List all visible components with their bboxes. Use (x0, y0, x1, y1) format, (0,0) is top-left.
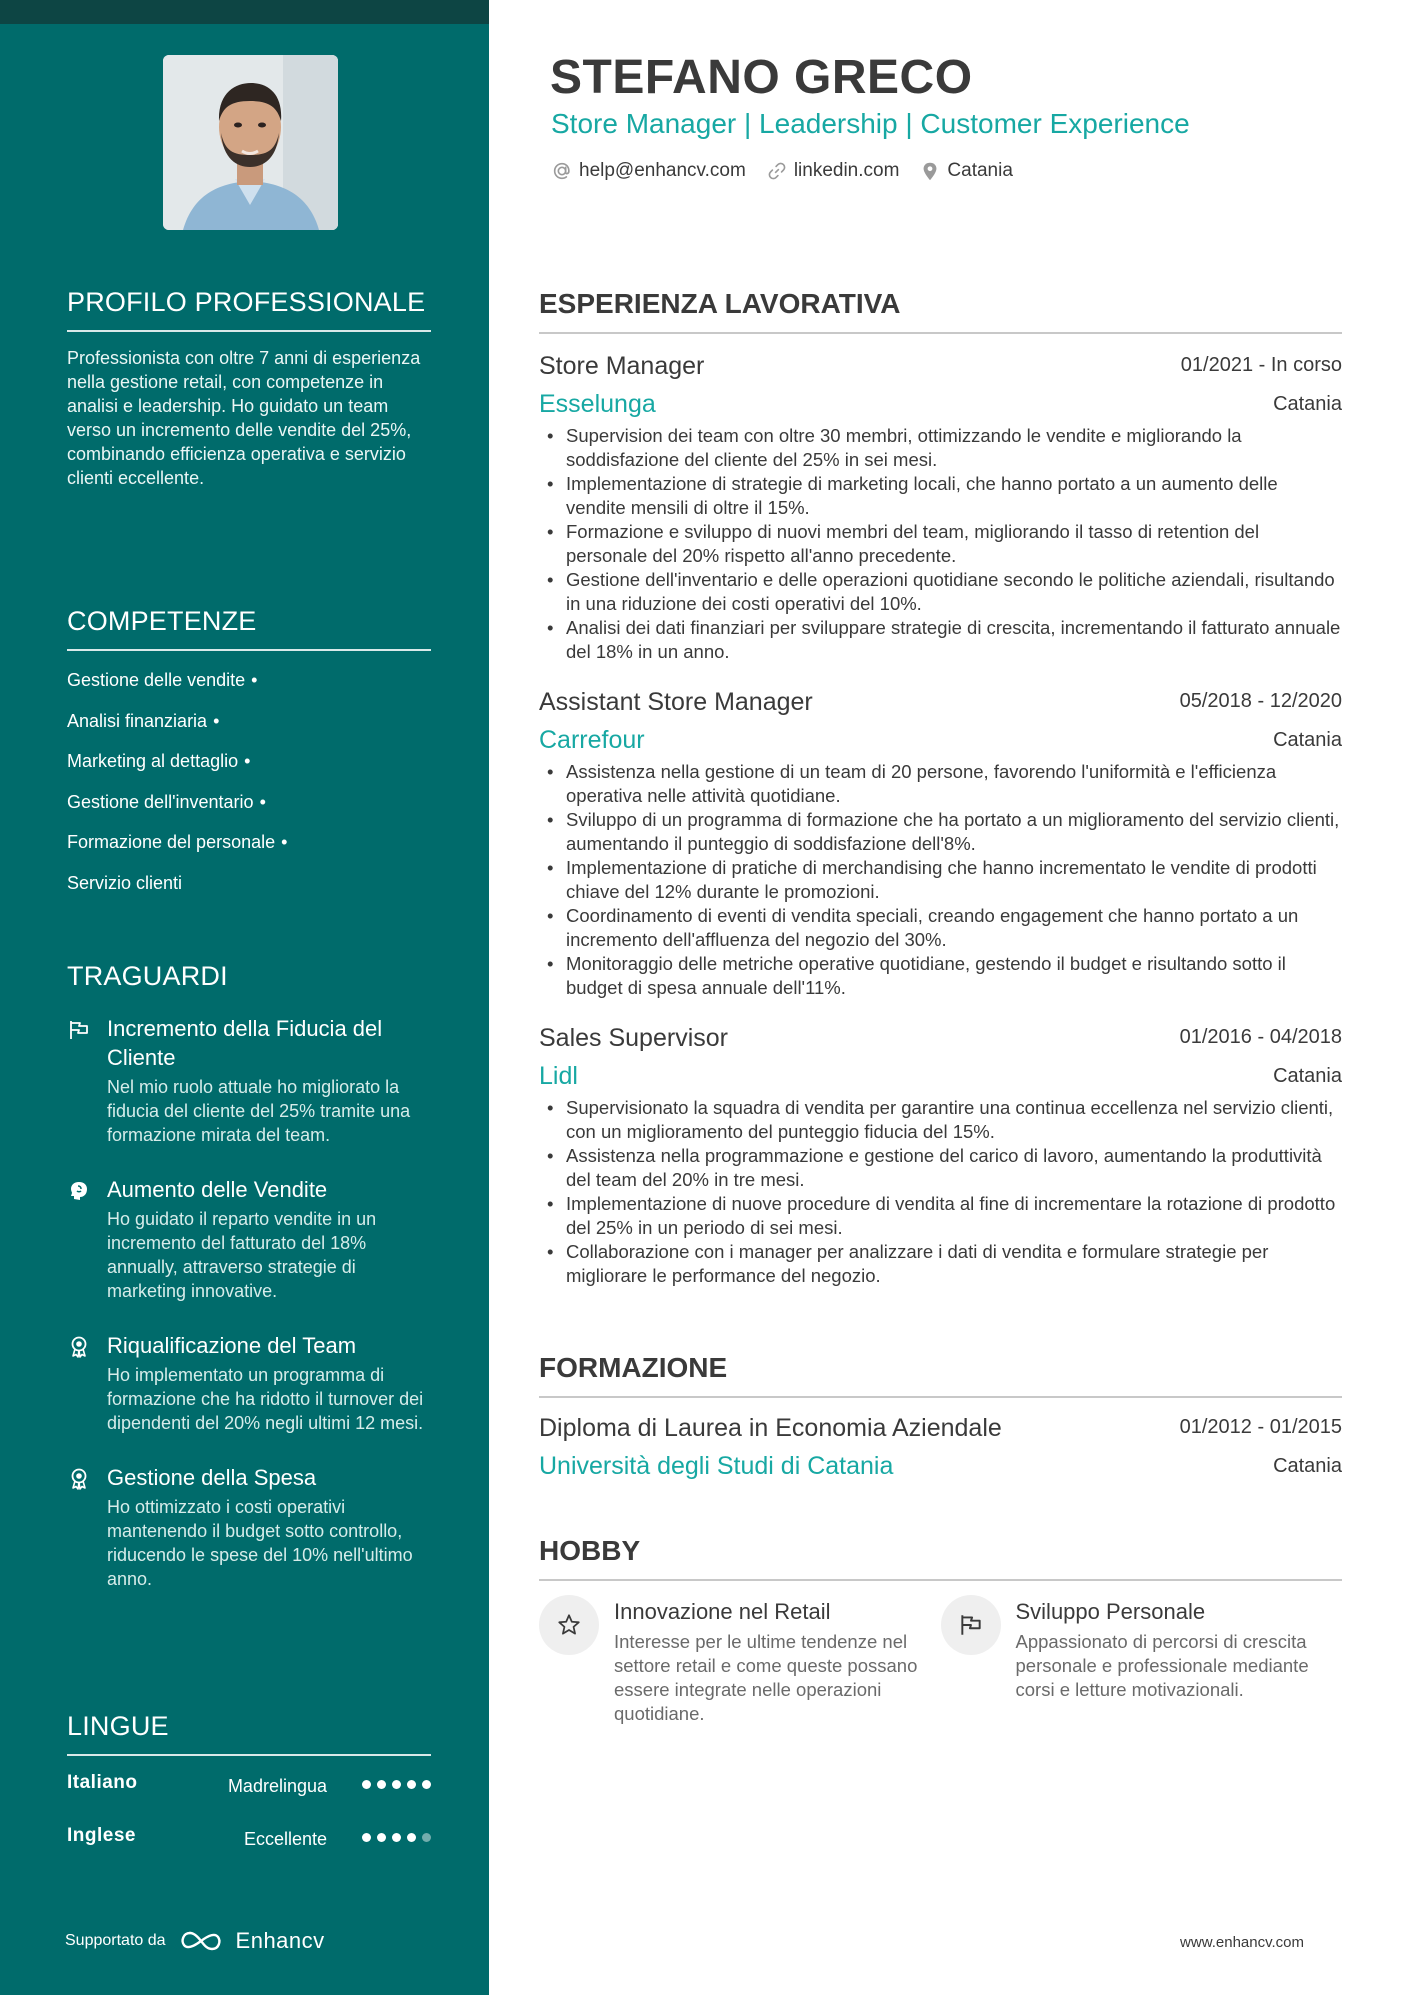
job-bullet: • Assistenza nella gestione di un team di 20 persone, favorendo l'uniformità e l'efficienza operativa nelle attività quotidiane. (539, 760, 1342, 808)
job-role: Assistant Store Manager (539, 688, 813, 716)
skills-divider (67, 649, 431, 651)
hobby-item (539, 1595, 941, 1726)
achievement-desc: Nel mio ruolo attuale ho migliorato la fiducia del cliente del 25% tramite una formazione mirata del team. (107, 1077, 411, 1145)
job-bullet: • Gestione dell'inventario e delle operazioni quotidiane secondo le politiche aziendali, risultando in una riduzione dei costi operativi del 10%. (539, 568, 1342, 616)
skills-title: COMPETENZE (67, 606, 257, 636)
job-bullet: • Formazione e sviluppo di nuovi membri del team, migliorando il tasso di retention del personale del 20% rispetto all'anno precedente. (539, 520, 1342, 568)
at-icon (551, 160, 573, 182)
job-bullets (539, 760, 1342, 1000)
hobby-desc: Interesse per le ultime tendenze nel settore retail e come queste possano essere integrate nelle operazioni quotidiane. (614, 1631, 918, 1724)
job-dates: 01/2016 - 04/2018 (1179, 1026, 1342, 1048)
achievement-item (67, 1331, 431, 1435)
skill-item: Marketing al dettaglio • (67, 751, 251, 771)
language-level: Madrelingua (227, 1776, 327, 1796)
skills-list (67, 668, 431, 911)
job-company: Esselunga (539, 390, 656, 418)
location-pin-icon (919, 160, 941, 182)
powered-brand: Enhancv (235, 1928, 325, 1953)
job-location: Catania (1273, 1065, 1342, 1087)
award-icon (67, 1335, 91, 1359)
achievement-title: Aumento delle Vendite (107, 1177, 328, 1202)
language-level: Eccellente (243, 1829, 327, 1849)
experience-divider (539, 332, 1342, 334)
rating-dot (362, 1780, 371, 1789)
contact-location-text: Catania (947, 160, 1013, 181)
skill-item: Gestione dell'inventario • (67, 791, 266, 812)
job-bullet: • Implementazione di nuove procedure di vendita al fine di incrementare la rotazione di prodotto del 25% in un periodo di sei mesi. (539, 1192, 1342, 1240)
skills-section (67, 603, 431, 911)
rating-dot (407, 1833, 416, 1842)
profile-text: Professionista con oltre 7 anni di esperienza nella gestione retail, con competenze in analisi e leadership. Ho guidato un team verso un incremento delle vendite del 25%, combinando efficienza operativa e servizio clienti eccellente. (67, 348, 421, 488)
sidebar-top-bar (0, 0, 489, 24)
award-icon (67, 1467, 91, 1491)
hobby-title: Innovazione nel Retail (614, 1599, 831, 1624)
job-bullet: • Monitoraggio delle metriche operative quotidiane, gestendo il budget e risultando sotto il budget di spesa annuale dell'11%. (539, 952, 1342, 1000)
rating-dot (422, 1780, 431, 1789)
link-icon (766, 160, 788, 182)
education-entry (539, 1412, 1342, 1482)
hobby-icon-circle (539, 1595, 599, 1655)
brain-icon (67, 1179, 91, 1203)
contact-row (551, 160, 1013, 182)
language-item (67, 1770, 431, 1823)
achievements-title: TRAGUARDI (67, 961, 228, 991)
contact-linkedin[interactable] (766, 160, 900, 182)
rating-dot (362, 1833, 371, 1842)
profile-divider (67, 330, 431, 332)
languages-title: LINGUE (67, 1711, 169, 1741)
job-bullet: • Collaborazione con i manager per analizzare i dati di vendita e formulare strategie per migliorare le performance del negozio. (539, 1240, 1342, 1288)
achievement-item (67, 1463, 431, 1591)
person-name: STEFANO GRECO (550, 51, 973, 104)
skill-item: Formazione del personale • (67, 832, 288, 852)
job-bullets (539, 1096, 1342, 1288)
job-dates: 05/2018 - 12/2020 (1179, 690, 1342, 712)
hobbies-section (539, 1533, 1342, 1726)
language-name: Inglese (67, 1825, 136, 1846)
job-entry (539, 686, 1342, 1000)
rating-dot (392, 1833, 401, 1842)
job-entry (539, 1022, 1342, 1288)
job-location: Catania (1273, 729, 1342, 751)
education-title: FORMAZIONE (539, 1352, 728, 1383)
achievement-desc: Ho ottimizzato i costi operativi mantenendo il budget sotto controllo, riducendo le spese del 10% nell'ultimo anno. (107, 1497, 413, 1589)
powered-by (65, 1928, 325, 1954)
languages-section (67, 1708, 431, 1876)
hobby-item (941, 1595, 1343, 1726)
language-rating (362, 1780, 431, 1789)
achievement-item (67, 1175, 431, 1303)
education-section (539, 1350, 1342, 1482)
hobbies-title: HOBBY (539, 1535, 641, 1566)
main-content (489, 0, 1410, 1995)
job-bullet: • Supervision dei team con oltre 30 membri, ottimizzando le vendite e migliorando la soddisfazione del cliente del 25% in sei mesi. (539, 424, 1342, 472)
achievement-desc: Ho guidato il reparto vendite in un incremento del fatturato del 18% annually, attraverso strategie di marketing innovative. (107, 1209, 377, 1301)
rating-dot (377, 1833, 386, 1842)
rating-dot (407, 1780, 416, 1789)
achievement-title: Incremento della Fiducia del Cliente (107, 1016, 383, 1070)
job-location: Catania (1273, 393, 1342, 415)
job-bullet: • Coordinamento di eventi di vendita speciali, creando engagement che hanno portato a un incremento dell'affluenza del negozio del 30%. (539, 904, 1342, 952)
contact-email-text: help@enhancv.com (579, 160, 746, 181)
job-bullet: • Assistenza nella programmazione e gestione del carico di lavoro, aumentando la produttività del team del 20% in tre mesi. (539, 1144, 1342, 1192)
hobby-desc: Appassionato di percorsi di crescita personale e professionale mediante corsi e letture motivazionali. (1015, 1631, 1309, 1700)
education-dates: 01/2012 - 01/2015 (1179, 1416, 1342, 1438)
education-divider (539, 1396, 1342, 1398)
rating-dot (422, 1833, 431, 1842)
education-degree: Diploma di Laurea in Economia Aziendale (539, 1414, 1002, 1442)
profile-title: PROFILO PROFESSIONALE (67, 287, 426, 317)
skill-item: Servizio clienti (67, 872, 183, 893)
experience-section (539, 286, 1342, 1288)
skill-item: Analisi finanziaria • (67, 710, 220, 731)
job-company: Carrefour (539, 726, 645, 754)
hobbies-divider (539, 1579, 1342, 1581)
flag-icon (958, 1612, 984, 1638)
footer-url[interactable]: www.enhancv.com (1180, 1934, 1304, 1951)
education-school: Università degli Studi di Catania (539, 1452, 894, 1480)
powered-label: Supportato da (65, 1932, 166, 1949)
education-location: Catania (1273, 1455, 1342, 1477)
job-dates: 01/2021 - In corso (1180, 354, 1342, 376)
hobby-icon-circle (941, 1595, 1001, 1655)
experience-title: ESPERIENZA LAVORATIVA (539, 288, 901, 319)
contact-email[interactable] (551, 160, 746, 182)
profile-section (67, 284, 431, 490)
hobby-title: Sviluppo Personale (1015, 1599, 1206, 1624)
achievement-title: Gestione della Spesa (107, 1465, 317, 1490)
language-name: Italiano (67, 1772, 138, 1793)
job-bullet: • Supervisionato la squadra di vendita per garantire una continua eccellenza nel servizio clienti, con un miglioramento del punteggio fiducia del 15%. (539, 1096, 1342, 1144)
flag-icon (67, 1018, 91, 1042)
profile-photo (163, 55, 338, 230)
skill-item: Gestione delle vendite • (67, 670, 258, 690)
job-bullet: • Sviluppo di un programma di formazione che ha portato a un miglioramento del servizio clienti, aumentando il punteggio di soddisfazione dell'8%. (539, 808, 1342, 856)
job-bullet: • Implementazione di strategie di marketing locali, che hanno portato a un aumento delle vendite mensili di oltre il 15%. (539, 472, 1342, 520)
language-item (67, 1823, 431, 1876)
languages-divider (67, 1754, 431, 1756)
sidebar (0, 0, 489, 1995)
job-bullet: • Analisi dei dati finanziari per sviluppare strategie di crescita, incrementando il fatturato annuale del 18% in un anno. (539, 616, 1342, 664)
achievement-item (67, 1014, 431, 1147)
job-role: Store Manager (539, 352, 705, 380)
contact-location (919, 160, 1013, 182)
star-icon (556, 1612, 582, 1638)
achievements-section (67, 958, 431, 1619)
job-bullets (539, 424, 1342, 664)
job-entry (539, 350, 1342, 664)
enhancv-logo-icon (178, 1929, 224, 1953)
achievement-title: Riqualificazione del Team (107, 1333, 357, 1358)
rating-dot (392, 1780, 401, 1789)
rating-dot (377, 1780, 386, 1789)
person-headline: Store Manager | Leadership | Customer Experience (551, 108, 1190, 139)
job-bullet: • Implementazione di pratiche di merchandising che hanno incrementato le vendite di prodotti chiave del 12% durante le promozioni. (539, 856, 1342, 904)
contact-linkedin-text: linkedin.com (793, 160, 900, 181)
job-company: Lidl (539, 1062, 578, 1090)
job-role: Sales Supervisor (539, 1024, 728, 1052)
achievement-desc: Ho implementato un programma di formazione che ha ridotto il turnover dei dipendenti del 20% negli ultimi 12 mesi. (107, 1365, 424, 1433)
language-rating (362, 1833, 431, 1842)
